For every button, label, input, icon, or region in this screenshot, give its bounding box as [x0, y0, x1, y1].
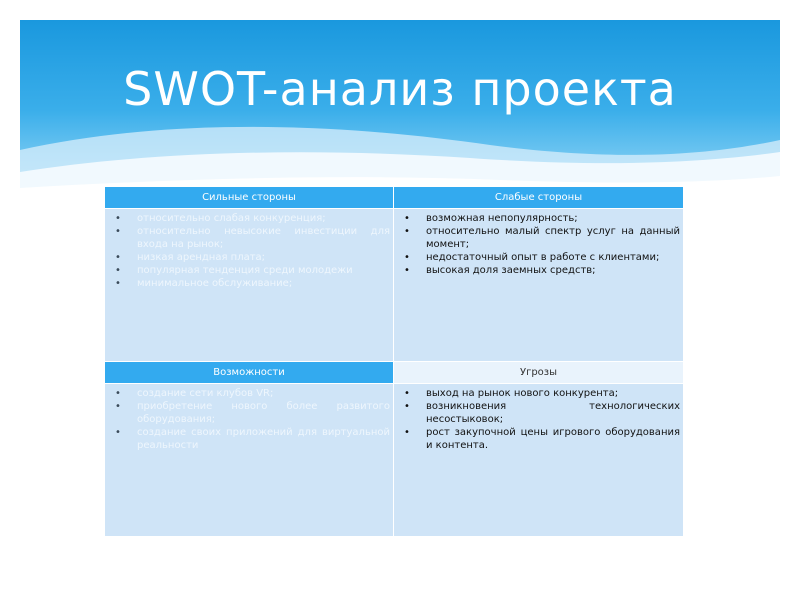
opportunities-heading: Возможности: [105, 362, 393, 384]
weaknesses-list: [394, 209, 683, 277]
strengths-list: [105, 209, 393, 290]
list-item: • рост закупочной цены игрового оборудования и контента.: [404, 426, 680, 452]
quadrant-weaknesses: [394, 187, 684, 362]
threats-list: [394, 384, 683, 452]
swot-table: [105, 187, 684, 537]
list-item: • выход на рынок нового конкурента;: [404, 387, 680, 400]
list-item: • возникновения технологических несостыковок;: [404, 400, 680, 426]
list-item: • создание своих приложений для виртуальной реальности: [115, 426, 390, 452]
list-item: • относительно малый спектр услуг на данный момент;: [404, 225, 680, 251]
list-item: • популярная тенденция среди молодежи: [115, 264, 390, 277]
slide: [20, 20, 780, 580]
list-item: • создание сети клубов VR;: [115, 387, 390, 400]
page-title: SWOT-анализ проекта: [123, 62, 677, 116]
strengths-heading: Сильные стороны: [105, 187, 393, 209]
opportunities-list: [105, 384, 393, 452]
list-item: • высокая доля заемных средств;: [404, 264, 680, 277]
list-item: • возможная непопулярность;: [404, 212, 680, 225]
weaknesses-heading: Слабые стороны: [394, 187, 683, 209]
threats-heading: Угрозы: [394, 362, 683, 384]
list-item: • относительно невысокие инвестиции для входа на рынок;: [115, 225, 390, 251]
quadrant-threats: [394, 362, 684, 537]
quadrant-opportunities: [105, 362, 394, 537]
quadrant-strengths: [105, 187, 394, 362]
list-item: • минимальное обслуживание;: [115, 277, 390, 290]
list-item: • относительно слабая конкуренция;: [115, 212, 390, 225]
list-item: • недостаточный опыт в работе с клиентами;: [404, 251, 680, 264]
list-item: • низкая арендная плата;: [115, 251, 390, 264]
list-item: • приобретение нового более развитого оборудования;: [115, 400, 390, 426]
